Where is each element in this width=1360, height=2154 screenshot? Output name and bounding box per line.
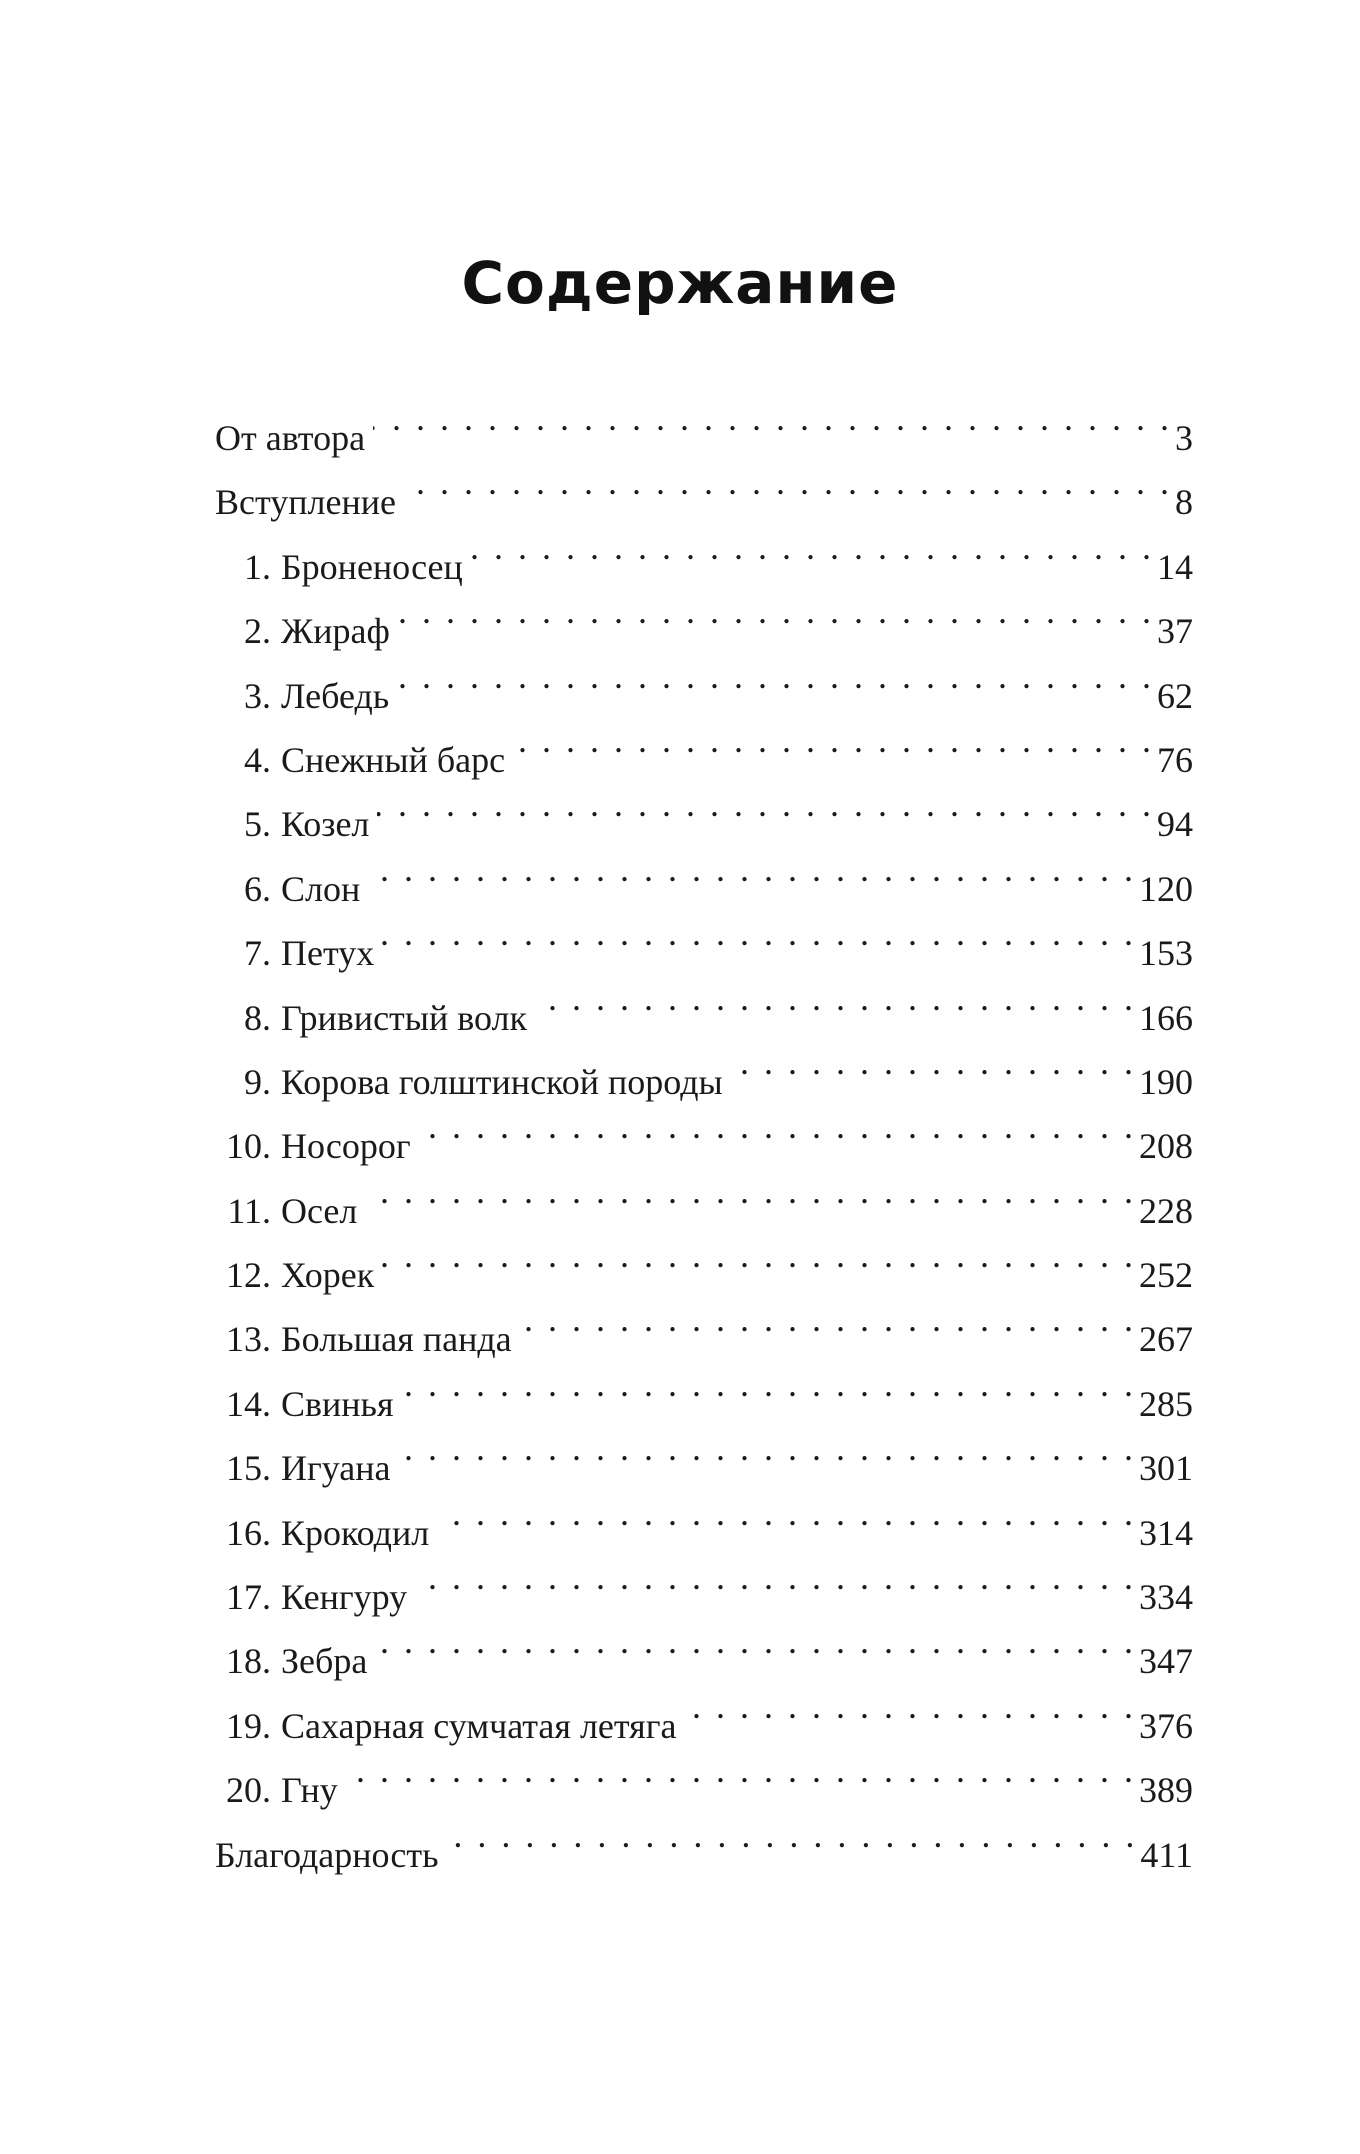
toc-entry-page-number: 389 bbox=[1139, 1770, 1193, 1811]
toc-dot-leader bbox=[731, 1030, 1133, 1094]
toc-dot-leader bbox=[398, 579, 1151, 643]
toc-entry bbox=[215, 901, 1193, 974]
toc-entry-page-number: 301 bbox=[1139, 1448, 1193, 1489]
toc-dot-leader bbox=[402, 1352, 1133, 1416]
toc-entry-page-number: 8 bbox=[1175, 482, 1193, 523]
toc-entry bbox=[215, 1738, 1193, 1811]
toc-entry-label: Зебра bbox=[281, 1641, 368, 1682]
toc-entry-number: 12. bbox=[226, 1255, 271, 1296]
toc-entry-page-number: 411 bbox=[1140, 1834, 1193, 1875]
toc-entry-number: 19. bbox=[226, 1705, 271, 1746]
toc-dot-leader bbox=[520, 1287, 1133, 1351]
toc-entry-page-number: 208 bbox=[1139, 1126, 1193, 1167]
toc-dot-leader bbox=[382, 1223, 1133, 1287]
toc-entry-number: 13. bbox=[226, 1319, 271, 1360]
toc-entry-number: 20. bbox=[226, 1770, 271, 1811]
toc-entry bbox=[215, 1803, 1193, 1875]
toc-entry-page-number: 285 bbox=[1139, 1383, 1193, 1424]
toc-entry-page-number: 166 bbox=[1139, 997, 1193, 1038]
toc-entry-page-number: 267 bbox=[1139, 1319, 1193, 1360]
toc-entry-number: 15. bbox=[226, 1448, 271, 1489]
toc-entry-page-number: 228 bbox=[1139, 1190, 1193, 1231]
toc-entry-page-number: 314 bbox=[1139, 1512, 1193, 1553]
toc-entry-page-number: 120 bbox=[1139, 868, 1193, 909]
toc-dot-leader bbox=[415, 1545, 1133, 1609]
toc-dot-leader bbox=[365, 1159, 1133, 1223]
page-title: Содержание bbox=[461, 249, 899, 317]
toc-entry bbox=[215, 386, 1193, 458]
toc-entry-label: Игуана bbox=[281, 1448, 391, 1489]
toc-entry-page-number: 94 bbox=[1157, 804, 1193, 845]
toc-entry-number: 14. bbox=[226, 1383, 271, 1424]
toc-entry-label: Кенгуру bbox=[281, 1577, 408, 1618]
toc-entry-number: 17. bbox=[226, 1577, 271, 1618]
toc-entry-label: Крокодил bbox=[281, 1512, 430, 1553]
toc-entry-number: 7. bbox=[244, 933, 271, 974]
toc-entry-page-number: 62 bbox=[1157, 675, 1193, 716]
toc-entry-label: Сахарная сумчатая летяга bbox=[281, 1705, 677, 1746]
toc-entry-number: 9. bbox=[244, 1061, 271, 1102]
toc-entry-page-number: 376 bbox=[1139, 1705, 1193, 1746]
toc-dot-leader bbox=[368, 837, 1133, 901]
toc-entry-label: Жираф bbox=[281, 611, 390, 652]
toc-entry-number: 1. bbox=[244, 546, 271, 587]
toc-dot-leader bbox=[377, 772, 1151, 836]
toc-entry-number: 8. bbox=[244, 997, 271, 1038]
toc-entry-label: Носорог bbox=[281, 1126, 411, 1167]
toc-entry-label: Большая панда bbox=[281, 1319, 512, 1360]
toc-dot-leader bbox=[513, 708, 1151, 772]
toc-entry-page-number: 14 bbox=[1157, 546, 1193, 587]
toc-dot-leader bbox=[373, 386, 1169, 450]
toc-entry-page-number: 190 bbox=[1139, 1061, 1193, 1102]
toc-entry-label: Осел bbox=[281, 1190, 358, 1231]
toc-entry-number: 16. bbox=[226, 1512, 271, 1553]
toc-dot-leader bbox=[471, 515, 1151, 579]
toc-entry-label: Корова голштинской породы bbox=[281, 1061, 723, 1102]
toc-entry-page-number: 3 bbox=[1175, 418, 1193, 458]
toc-dot-leader bbox=[535, 966, 1133, 1030]
toc-entry-page-number: 153 bbox=[1139, 933, 1193, 974]
toc-dot-leader bbox=[447, 1803, 1135, 1867]
toc-dot-leader bbox=[397, 644, 1151, 708]
toc-entry-number: 3. bbox=[244, 675, 271, 716]
toc-entry-page-number: 252 bbox=[1139, 1255, 1193, 1296]
toc-entry-page-number: 76 bbox=[1157, 739, 1193, 780]
toc-entry-label: Броненосец bbox=[281, 546, 463, 587]
toc-entry-label: Благодарность bbox=[215, 1834, 439, 1875]
toc-entry-number: 18. bbox=[226, 1641, 271, 1682]
toc-entry bbox=[215, 1223, 1193, 1296]
toc-entry-page-number: 37 bbox=[1157, 611, 1193, 652]
toc-entry-label: Лебедь bbox=[281, 675, 390, 716]
toc-dot-leader bbox=[346, 1738, 1133, 1802]
toc-dot-leader bbox=[399, 1416, 1133, 1480]
toc-entry-page-number: 347 bbox=[1139, 1641, 1193, 1682]
toc-dot-leader bbox=[404, 450, 1169, 514]
toc-dot-leader bbox=[684, 1674, 1133, 1738]
toc-entry-label: Вступление bbox=[215, 482, 396, 523]
toc-entry-number: 6. bbox=[244, 868, 271, 909]
toc-dot-leader bbox=[375, 1609, 1133, 1673]
toc-entry-label: Снежный барс bbox=[281, 739, 506, 780]
toc-entry-number: 10. bbox=[226, 1126, 271, 1167]
toc-dot-leader bbox=[437, 1481, 1133, 1545]
table-of-contents bbox=[215, 386, 1193, 1875]
toc-dot-leader bbox=[382, 901, 1133, 965]
toc-entry-label: От автора bbox=[215, 418, 366, 458]
toc-entry-page-number: 334 bbox=[1139, 1577, 1193, 1618]
toc-entry-number: 5. bbox=[244, 804, 271, 845]
toc-entry-number: 11. bbox=[227, 1190, 271, 1231]
toc-entry-label: Свинья bbox=[281, 1383, 394, 1424]
toc-entry-label: Петух bbox=[281, 933, 375, 974]
toc-entry-label: Козел bbox=[281, 804, 370, 845]
toc-entry-number: 2. bbox=[244, 611, 271, 652]
toc-entry-number: 4. bbox=[244, 739, 271, 780]
toc-entry-label: Хорек bbox=[281, 1255, 375, 1296]
toc-entry-label: Гривистый волк bbox=[281, 997, 527, 1038]
toc-entry-label: Слон bbox=[281, 868, 361, 909]
toc-entry-label: Гну bbox=[281, 1770, 338, 1811]
toc-dot-leader bbox=[419, 1094, 1133, 1158]
